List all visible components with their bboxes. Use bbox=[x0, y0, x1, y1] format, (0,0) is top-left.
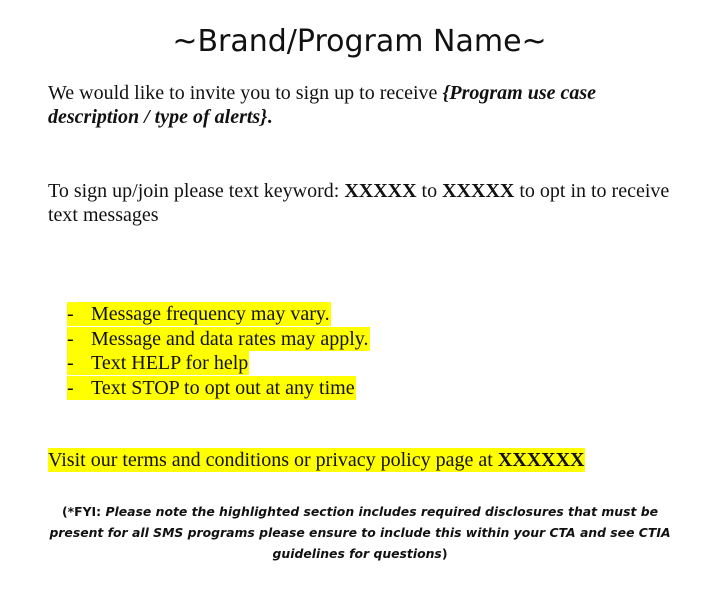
page-title: ~Brand/Program Name~ bbox=[172, 24, 547, 59]
invite-period: . bbox=[267, 106, 273, 128]
disclosure-text: Text HELP for help bbox=[91, 352, 249, 374]
fyi-body: Please note the highlighted section includes required disclosures that must be present for all SMS programs please ensure to include this within your CTA and see CTIA guidelines for questions bbox=[49, 504, 671, 561]
highlighted-terms bbox=[48, 448, 585, 472]
fyi-note bbox=[40, 501, 680, 564]
signup-suffix: to opt in to receive text messages bbox=[48, 180, 670, 226]
invite-paragraph bbox=[48, 81, 688, 129]
invite-text: We would like to invite you to sign up to receive bbox=[48, 82, 443, 104]
bullet-dash: - bbox=[67, 352, 74, 374]
disclosure-text: Message and data rates may apply. bbox=[91, 327, 369, 350]
highlighted-disclosure bbox=[67, 351, 249, 375]
program-description-placeholder: {Program use case description / type of alerts} bbox=[48, 82, 597, 128]
keyword-placeholder: XXXXX bbox=[344, 180, 417, 202]
bullet-dash: - bbox=[67, 327, 74, 350]
disclosure-text: Message frequency may vary. bbox=[91, 303, 330, 325]
list-item bbox=[67, 327, 370, 352]
signup-prefix: To sign up/join please text keyword: bbox=[48, 180, 345, 202]
disclosure-list bbox=[67, 302, 370, 400]
signup-paragraph bbox=[48, 179, 688, 227]
list-item bbox=[67, 351, 370, 376]
bullet-dash: - bbox=[67, 303, 74, 325]
terms-url-placeholder: XXXXXX bbox=[497, 449, 585, 471]
highlighted-disclosure bbox=[67, 302, 331, 326]
signup-middle: to bbox=[416, 180, 443, 202]
disclosure-text: Text STOP to opt out at any time bbox=[91, 376, 355, 399]
terms-text: Visit our terms and conditions or privacy policy page at bbox=[48, 449, 498, 471]
highlighted-disclosure bbox=[67, 376, 356, 400]
terms-paragraph bbox=[48, 448, 585, 472]
list-item bbox=[67, 302, 370, 327]
fyi-open: (*FYI: bbox=[61, 504, 106, 519]
bullet-dash: - bbox=[67, 376, 74, 399]
highlighted-disclosure bbox=[67, 327, 370, 351]
shortcode-placeholder: XXXXX bbox=[442, 180, 515, 202]
list-item bbox=[67, 376, 370, 401]
fyi-close: ) bbox=[441, 546, 448, 561]
